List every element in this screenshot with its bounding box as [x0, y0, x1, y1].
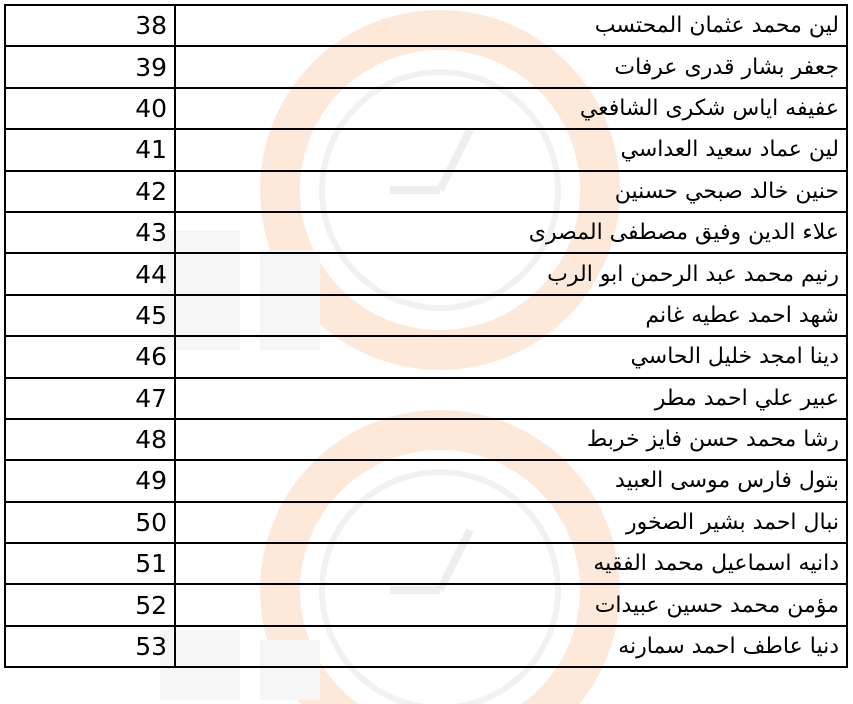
student-name: علاء الدين وفيق مصطفى المصرى — [175, 212, 847, 253]
student-name: جعفر بشار قدرى عرفات — [175, 46, 847, 87]
table-row — [5, 336, 847, 377]
student-name: بتول فارس موسى العبيد — [175, 460, 847, 501]
table-row — [5, 460, 847, 501]
student-name: نبال احمد بشير الصخور — [175, 502, 847, 543]
student-name: رنيم محمد عبد الرحمن ابو الرب — [175, 253, 847, 294]
row-number: 52 — [5, 584, 175, 625]
row-number: 41 — [5, 129, 175, 170]
student-name: دينا امجد خليل الحاسي — [175, 336, 847, 377]
student-name: لين عماد سعيد العداسي — [175, 129, 847, 170]
table-row — [5, 46, 847, 87]
row-number: 44 — [5, 253, 175, 294]
table-row — [5, 626, 847, 667]
table-row — [5, 378, 847, 419]
row-number: 45 — [5, 295, 175, 336]
row-number: 38 — [5, 5, 175, 46]
student-name: لين محمد عثمان المحتسب — [175, 5, 847, 46]
table-row — [5, 584, 847, 625]
student-name: حنين خالد صبحي حسنين — [175, 171, 847, 212]
table-row — [5, 129, 847, 170]
student-name: مؤمن محمد حسين عبيدات — [175, 584, 847, 625]
table-row — [5, 543, 847, 584]
row-number: 47 — [5, 378, 175, 419]
table-row — [5, 212, 847, 253]
row-number: 53 — [5, 626, 175, 667]
row-number: 51 — [5, 543, 175, 584]
row-number: 43 — [5, 212, 175, 253]
row-number: 46 — [5, 336, 175, 377]
student-name: شهد احمد عطيه غانم — [175, 295, 847, 336]
student-name: رشا محمد حسن فايز خربط — [175, 419, 847, 460]
row-number: 49 — [5, 460, 175, 501]
table-row — [5, 171, 847, 212]
table-row — [5, 419, 847, 460]
table-row — [5, 253, 847, 294]
student-name: عفيفه اياس شكرى الشافعي — [175, 88, 847, 129]
student-name: دانيه اسماعيل محمد الفقيه — [175, 543, 847, 584]
table-row — [5, 295, 847, 336]
row-number: 42 — [5, 171, 175, 212]
row-number: 50 — [5, 502, 175, 543]
table-row — [5, 5, 847, 46]
row-number: 48 — [5, 419, 175, 460]
row-number: 39 — [5, 46, 175, 87]
student-name: عبير علي احمد مطر — [175, 378, 847, 419]
student-name: دنيا عاطف احمد سمارنه — [175, 626, 847, 667]
table-row — [5, 88, 847, 129]
row-number: 40 — [5, 88, 175, 129]
table-row — [5, 502, 847, 543]
names-table — [4, 4, 848, 668]
